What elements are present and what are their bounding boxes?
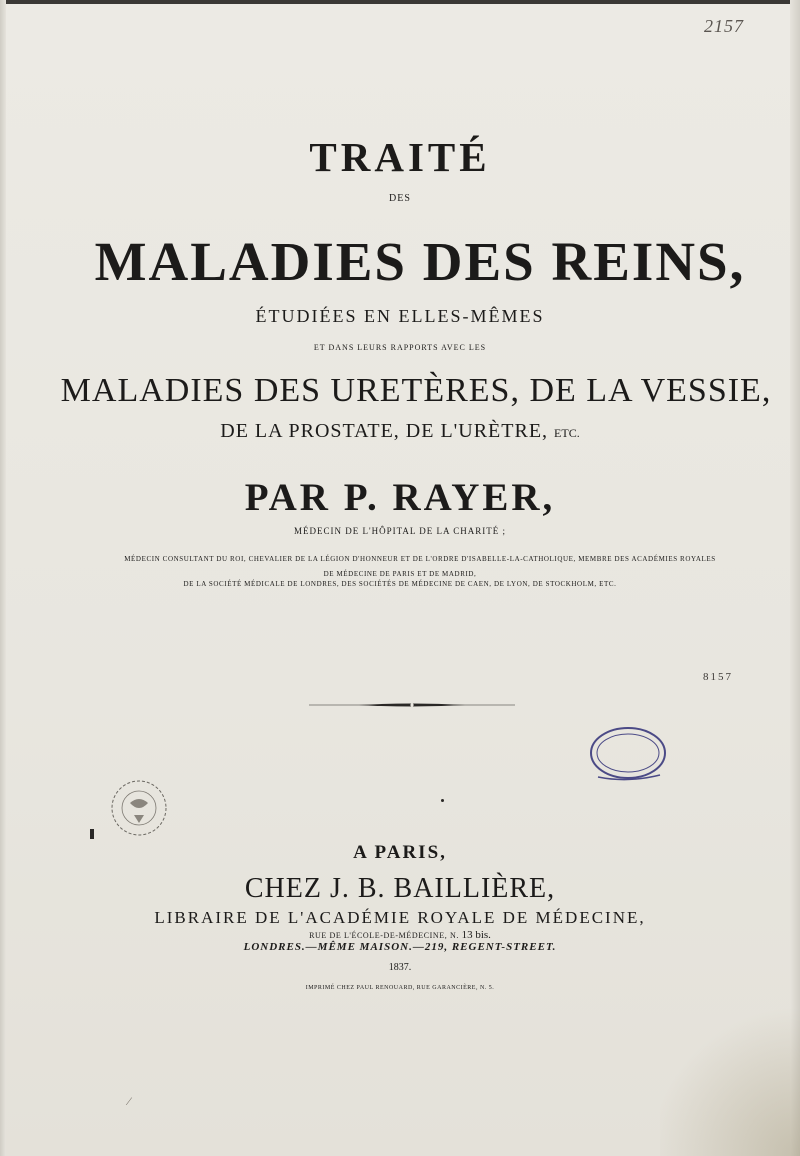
imprint-printer: IMPRIMÉ CHEZ PAUL RENOUARD, RUE GARANCIÈRE, N. 5. (305, 985, 495, 991)
subtitle-etc: ETC. (554, 426, 580, 440)
page-corner-stain (660, 996, 800, 1156)
pen-mark: ⁄ (128, 1094, 131, 1108)
imprint-address (0, 929, 800, 941)
subtitle-ureteres: MALADIES DES URETÈRES, DE LA VESSIE, (60, 372, 772, 409)
imprint-year: 1837. (388, 962, 412, 973)
imprint-london: LONDRES.—MÊME MAISON.—219, REGENT-STREET. (243, 941, 557, 953)
faculty-stamp (108, 775, 170, 845)
main-title: MALADIES DES REINS, (94, 231, 746, 292)
page-top-edge (0, 0, 800, 4)
imprint-publisher-title: LIBRAIRE DE L'ACADÉMIE ROYALE DE MÉDECINE, (154, 908, 646, 927)
imprint-address-number: 13 bis. (461, 929, 491, 941)
author-credentials-2: DE MÉDECINE DE PARIS ET DE MADRID, (323, 570, 477, 578)
author-credentials-3: DE LA SOCIÉTÉ MÉDICALE DE LONDRES, DES SOCIÉTÉS DE MÉDECINE DE CAEN, DE LYON, DE STOCKHOLM, ETC. (183, 580, 617, 588)
printed-shelfmark: 8157 (703, 671, 733, 683)
ink-mark (90, 829, 94, 839)
subtitle-etudiees: ÉTUDIÉES EN ELLES-MÊMES (255, 306, 545, 326)
decorative-rule (309, 703, 515, 707)
library-stamp (588, 725, 668, 781)
author-credentials-1: MÉDECIN CONSULTANT DU ROI, CHEVALIER DE LA LÉGION D'HONNEUR ET DE L'ORDRE D'ISABELLE-LA-CATHOLIQUE, MEMBRE DES ACADÉMIES ROYALES (124, 555, 716, 563)
author-name: PAR P. RAYER, (244, 476, 556, 519)
subtitle-prostate-text: DE LA PROSTATE, DE L'URÈTRE, (220, 420, 549, 442)
imprint-publisher: CHEZ J. B. BAILLIÈRE, (244, 873, 556, 904)
imprint-place: A PARIS, (353, 842, 447, 863)
subtitle-prostate (0, 420, 800, 443)
title-traite: TRAITÉ (309, 134, 491, 180)
author-position: MÉDECIN DE L'HÔPITAL DE LA CHARITÉ ; (293, 526, 507, 536)
ink-dot (441, 799, 444, 802)
title-des: DES (389, 193, 411, 204)
subtitle-rapports: ET DANS LEURS RAPPORTS AVEC LES (313, 343, 487, 352)
imprint-address-street: RUE DE L'ÉCOLE-DE-MÉDECINE, N. (309, 931, 459, 940)
handwritten-shelfmark: 2157 (704, 16, 744, 36)
